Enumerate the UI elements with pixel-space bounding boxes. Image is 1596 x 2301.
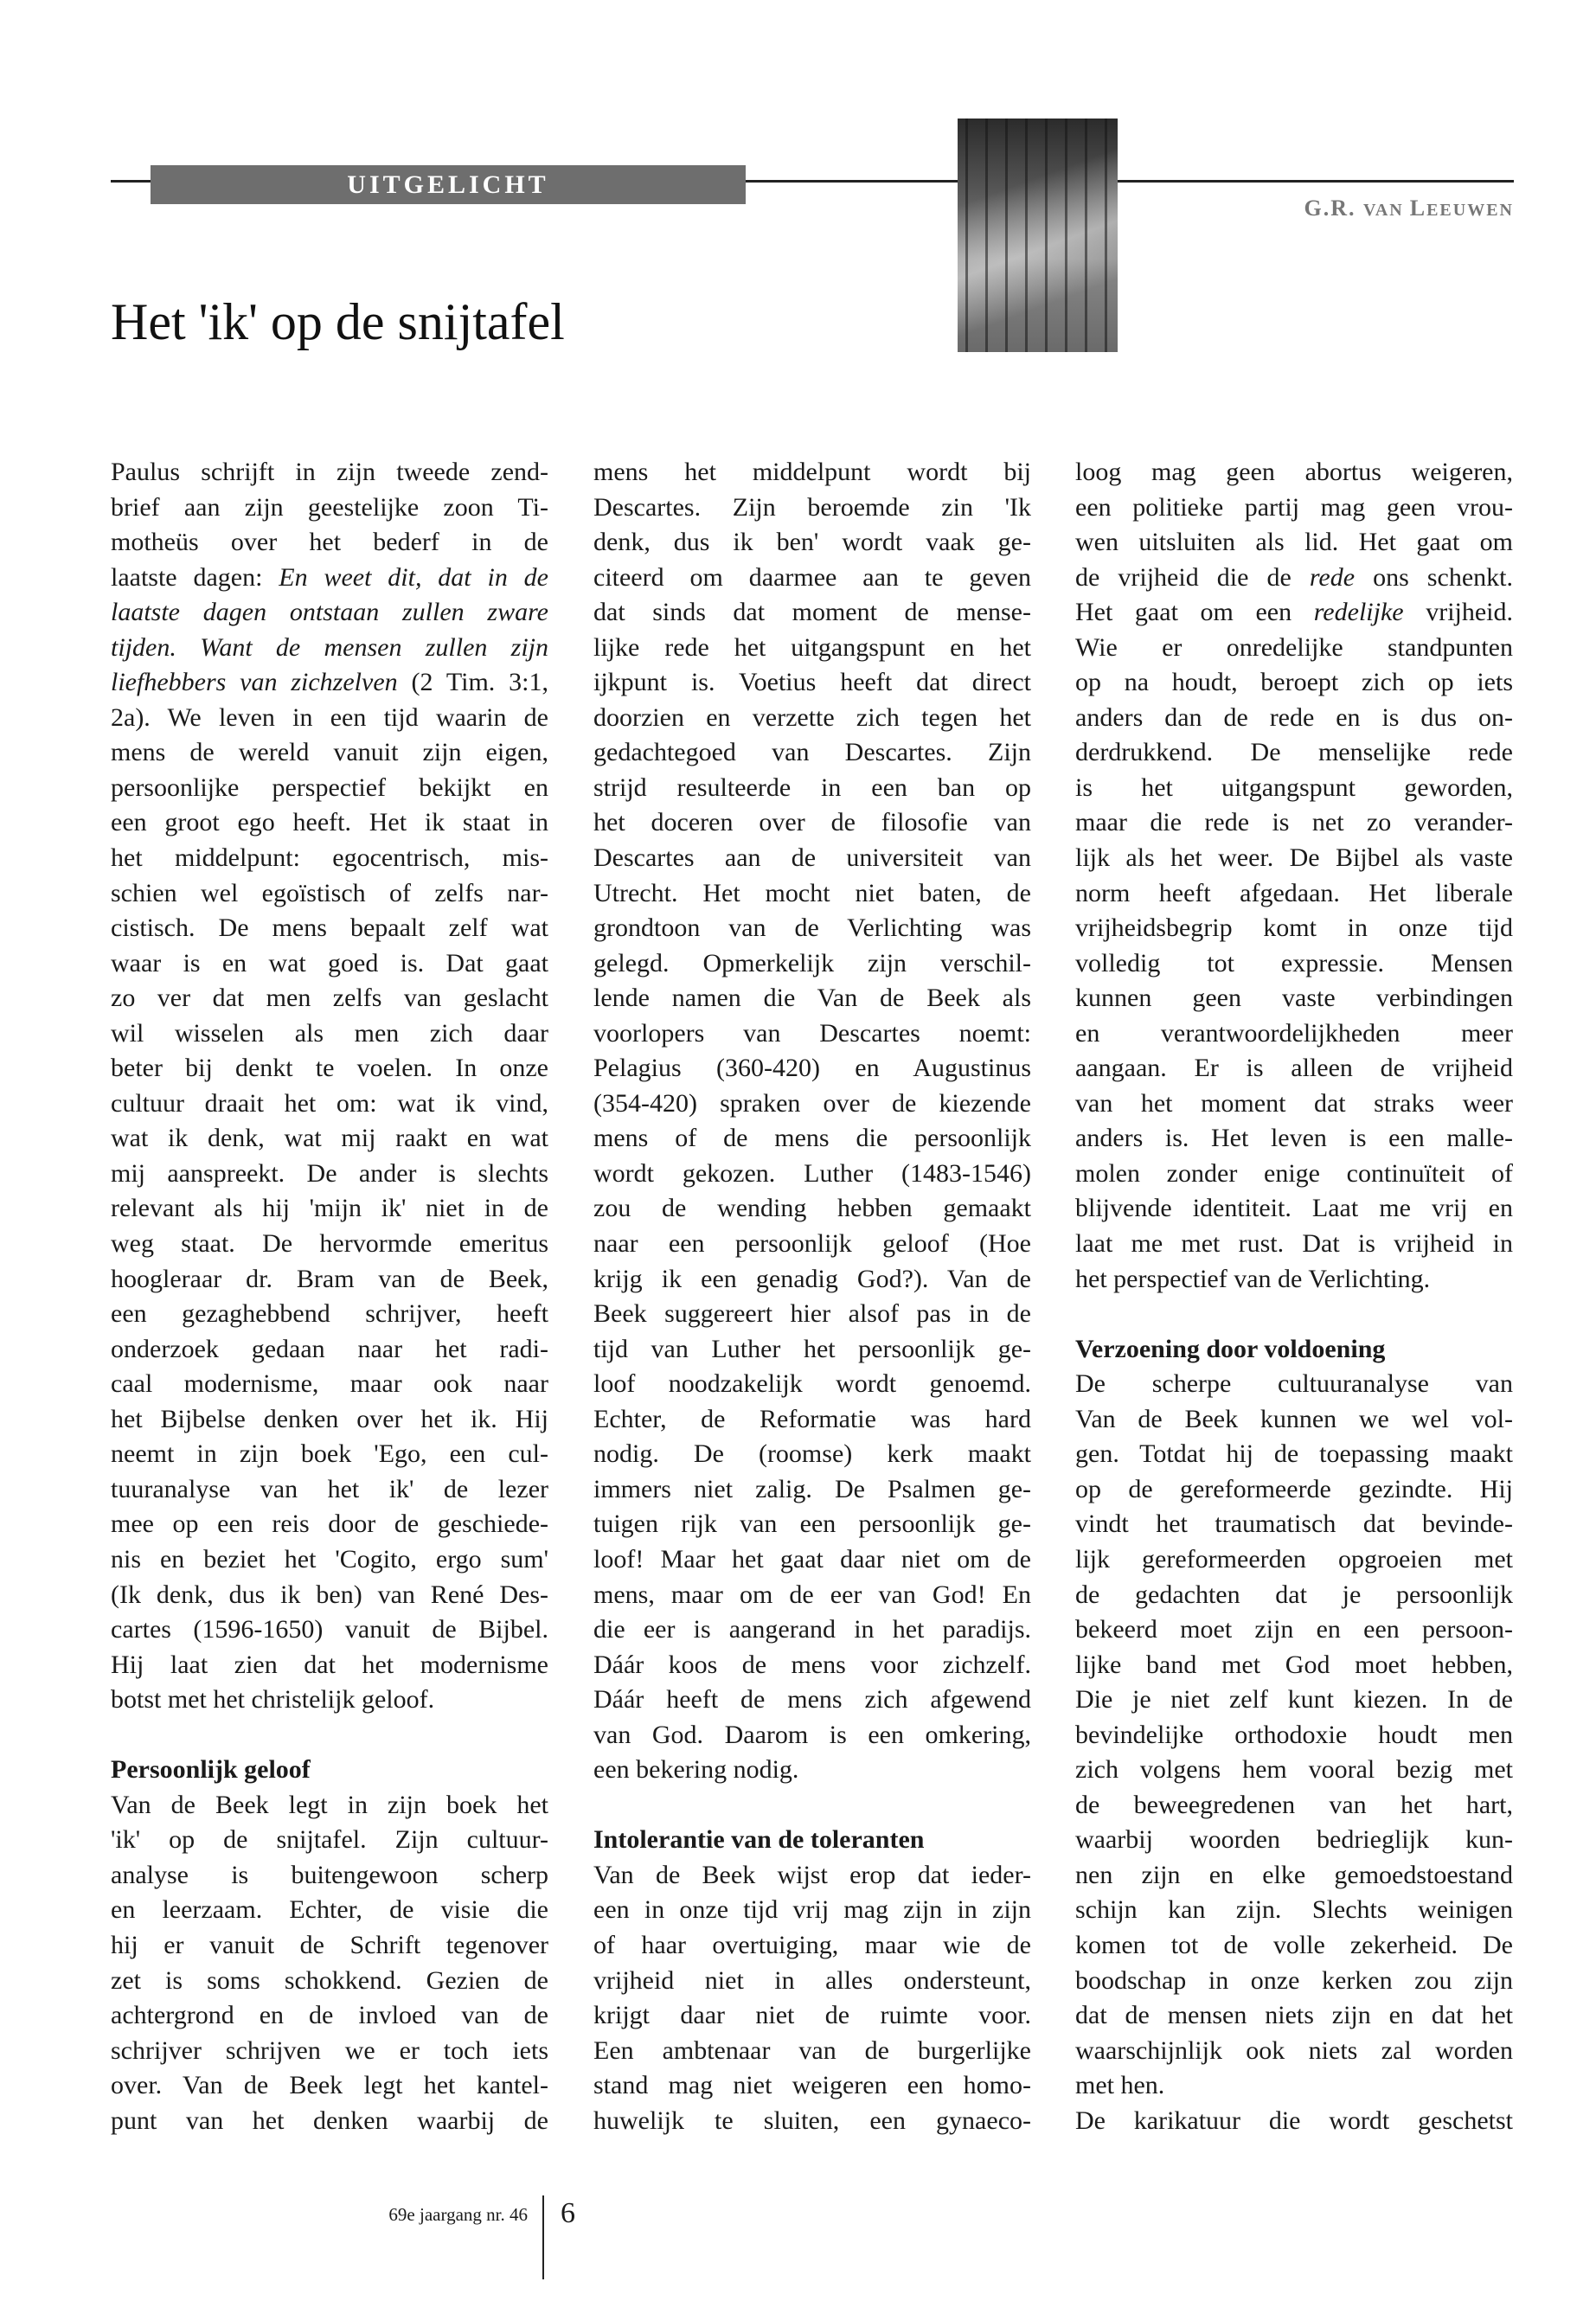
text-line: waarbij woorden bedrieglijk kun- [1075,1825,1513,1855]
text-line: achtergrond en de invloed van de [111,2001,548,2030]
text-line: een bekering nodig. [593,1755,799,1785]
text-line [111,631,548,666]
text-line: Utrecht. Het mocht niet baten, de [593,878,1031,907]
author-byline [1304,195,1514,221]
text-line: (354-420) spraken over de kiezende [593,1088,1031,1118]
text-line: zou de wending hebben gemaakt [593,1194,1031,1223]
text-line: tuigen rijk van een persoonlijk ge- [593,1509,1031,1539]
article-title: Het 'ik' op de snijtafel [111,293,565,350]
author-initials: G.R. [1304,195,1363,221]
text-line: mens, maar om de eer van God! En [593,1580,1031,1609]
text-line: nodig. De (roomse) kerk maakt [593,1439,1031,1469]
text-line: loog mag geen abortus weigeren, [1075,458,1513,486]
text-line: 2a). We leven in een tijd waarin de [111,702,548,732]
text-line: wat ik denk, wat mij raakt en wat [111,1124,548,1153]
text-line: laat me met rust. Dat is vrijheid in [1075,1229,1513,1259]
text-line: beter bij denkt te voelen. In onze [111,1054,548,1083]
text-line: Descartes. Zijn beroemde zin 'Ik [593,492,1031,522]
text-line: cultuur draait het om: wat ik vind, [111,1088,548,1118]
text-line: doorzien en verzette zich tegen het [593,702,1031,732]
text-line: de gedachten dat je persoonlijk [1075,1580,1513,1609]
text-line: het doceren over de filosofie van [593,808,1031,837]
text-line: Een ambtenaar van de burgerlijke [593,2035,1031,2065]
text-line: hoogleraar dr. Bram van de Beek, [111,1264,548,1293]
text-line: zich volgens hem vooral bezig met [1075,1755,1513,1785]
text-line: botst met het christelijk geloof. [111,1685,435,1715]
text-line: naar een persoonlijk geloof (Hoe [593,1229,1031,1259]
text-line: relevant als hij 'mijn ik' niet in de [111,1194,548,1223]
text-line: komen tot de volle zekerheid. De [1075,1930,1513,1959]
text-line: van het moment dat straks weer [1075,1088,1513,1118]
text-line: wen uitsluiten als lid. Het gaat om [1075,528,1513,557]
text-line: bekeerd moet zijn en een persoon- [1075,1615,1513,1644]
text-line: stand mag niet weigeren een homo- [593,2071,1031,2100]
text-line: Van de Beek wijst erop dat ieder- [593,1860,1031,1889]
text-line: dat sinds dat moment de mense- [593,598,1031,627]
text-line: brief aan zijn geestelijke zoon Ti- [111,492,548,522]
text-line: het perspectief van de Verlichting. [1075,1264,1431,1293]
text-line: op na houdt, beroept zich op iets [1075,668,1513,697]
italic-segment: rede [1309,562,1356,592]
text-line: cartes (1596-1650) vanuit de Bijbel. [111,1615,548,1644]
text-line: blijvende identiteit. Laat me vrij en [1075,1194,1513,1223]
column-1 [111,455,548,2138]
text-line: mens of de mens die persoonlijk [593,1124,1031,1153]
text-line: zo ver dat men zelfs van geslacht [111,984,548,1013]
text-line: grondtoon van de Verlichting was [593,913,1031,943]
text-line: Van de Beek kunnen we wel vol- [1075,1404,1513,1433]
text-line: Paulus schrijft in zijn tweede zend- [111,458,548,486]
text-line: lijke rede het uitgangspunt en het [593,632,1031,662]
text-line: wil wisselen als men zich daar [111,1018,548,1048]
text-line: boodschap in onze kerken zou zijn [1075,1965,1513,1995]
italic-segment: liefhebbers van zichzelven [111,668,398,697]
text-line: norm heeft afgedaan. Het liberale [1075,878,1513,907]
text-line: vindt het traumatisch dat bevinde- [1075,1509,1513,1539]
text-segment: vrijheid. [1403,598,1514,627]
text-line: een politieke partij mag geen vrou- [1075,492,1513,522]
text-line: Van de Beek legt in zijn boek het [111,1790,548,1819]
text-line: Echter, de Reformatie was hard [593,1404,1031,1433]
text-segment: ons schenkt. [1355,562,1513,592]
text-line: schien wel egoïstisch of zelfs nar- [111,878,548,907]
text-segment: laatste dagen: [111,562,279,592]
author-surname-rest: EEUWEN [1426,201,1514,220]
text-line: punt van het denken waarbij de [111,2106,548,2135]
text-line: van God. Daarom is een omkering, [593,1720,1031,1749]
text-line: caal modernisme, maar ook naar [111,1369,548,1399]
text-line: Dáár koos de mens voor zichzelf. [593,1650,1031,1679]
text-line: gen. Totdat hij de toepassing maakt [1075,1439,1513,1469]
text-line: die eer is aangerand in het paradijs. [593,1615,1031,1644]
text-line: waarschijnlijk ook niets zal worden [1075,2035,1513,2065]
text-line: anders is. Het leven is een malle- [1075,1124,1513,1153]
text-line: de beweegredenen van het hart, [1075,1790,1513,1819]
text-line: het Bijbelse denken over het ik. Hij [111,1404,548,1433]
page-number: 6 [561,2197,575,2229]
text-line: lijke band met God moet hebben, [1075,1650,1513,1679]
text-line: huwelijk te sluiten, een gynaeco- [593,2106,1031,2135]
section-label: UITGELICHT [151,165,746,204]
text-line: cistisch. De mens bepaalt zelf wat [111,913,548,943]
text-line: en verantwoordelijkheden meer [1075,1018,1513,1048]
text-line: Descartes aan de universiteit van [593,843,1031,873]
text-line: lijk als het weer. De Bijbel als vaste [1075,843,1513,873]
text-line: loof! Maar het gaat daar niet om de [593,1544,1031,1574]
text-line: vrijheid niet in alles ondersteunt, [593,1965,1031,1995]
text-line: immers niet zalig. De Psalmen ge- [593,1474,1031,1503]
text-line [111,561,548,596]
text-line: ijkpunt is. Voetius heeft dat direct [593,668,1031,697]
text-line: De karikatuur die wordt geschetst [1075,2106,1513,2135]
text-line: volledig tot expressie. Mensen [1075,948,1513,977]
italic-segment: laatste dagen ontstaan zullen zware [111,598,548,627]
text-line: lende namen die Van de Beek als [593,984,1031,1013]
text-line: analyse is buitengewoon scherp [111,1860,548,1889]
text-line: Wie er onredelijke standpunten [1075,632,1513,662]
text-line: hij er vanuit de Schrift tegenover [111,1930,548,1959]
text-line: nis en beziet het 'Cogito, ergo sum' [111,1544,548,1574]
text-line: Pelagius (360-420) en Augustinus [593,1054,1031,1083]
text-line: Hij laat zien dat het modernisme [111,1650,548,1679]
section-heading: Intolerantie van de toleranten [593,1825,925,1855]
text-line: tijd van Luther het persoonlijk ge- [593,1334,1031,1363]
text-line [1075,561,1513,596]
text-line: over. Van de Beek legt het kantel- [111,2071,548,2100]
text-line: mij aanspreekt. De ander is slechts [111,1158,548,1188]
text-line: loof noodzakelijk wordt genoemd. [593,1369,1031,1399]
text-line: een gezaghebbend schrijver, heeft [111,1299,548,1329]
text-line: strijd resulteerde in een ban op [593,772,1031,802]
text-line: het middelpunt: egocentrisch, mis- [111,843,548,873]
text-line: een in onze tijd vrij mag zijn in zijn [593,1895,1031,1925]
text-line: is het uitgangspunt geworden, [1075,772,1513,802]
text-line [111,665,548,701]
text-line: anders dan de rede en is dus on- [1075,702,1513,732]
issue-info: 69e jaargang nr. 46 [388,2204,528,2225]
footer-divider [542,2195,544,2279]
text-line: op de gereformeerde gezindte. Hij [1075,1474,1513,1503]
text-line: waar is en wat goed is. Dat gaat [111,948,548,977]
text-line: en leerzaam. Echter, de visie die [111,1895,548,1925]
text-line [111,595,548,631]
text-line: Dáár heeft de mens zich afgewend [593,1685,1031,1715]
text-line: persoonlijke perspectief bekijkt en [111,772,548,802]
forest-photo [958,119,1118,352]
italic-segment: redelijke [1313,598,1404,627]
text-line: schrijver schrijven we er toch iets [111,2035,548,2065]
text-line: De scherpe cultuuranalyse van [1075,1369,1513,1399]
text-line: gedachtegoed van Descartes. Zijn [593,738,1031,767]
text-line: motheüs over het bederf in de [111,528,548,557]
text-line: tuuranalyse van het ik' de lezer [111,1474,548,1503]
text-line: weg staat. De hervormde emeritus [111,1229,548,1259]
text-line: vrijheidsbegrip komt in onze tijd [1075,913,1513,943]
text-line: dat de mensen niets zijn en dat het [1075,2001,1513,2030]
text-line: derdrukkend. De menselijke rede [1075,738,1513,767]
text-line: (Ik denk, dus ik ben) van René Des- [111,1580,548,1609]
text-segment: (2 Tim. 3:1, [397,668,548,697]
text-segment: Het gaat om een [1075,598,1314,627]
text-line: Beek suggereert hier alsof pas in de [593,1299,1031,1329]
section-heading: Persoonlijk geloof [111,1755,311,1785]
text-line: voorlopers van Descartes noemt: [593,1018,1031,1048]
text-line: wordt gekozen. Luther (1483-1546) [593,1158,1031,1188]
author-initial-l: L [1409,195,1427,221]
text-line: mens het middelpunt wordt bij [593,458,1031,486]
text-line: citeerd om daarmee aan te geven [593,562,1031,592]
text-line: met hen. [1075,2071,1165,2100]
text-line: maar die rede is net zo verander- [1075,808,1513,837]
text-line: bevindelijke orthodoxie houdt men [1075,1720,1513,1749]
text-line: lijk gereformeerden opgroeien met [1075,1544,1513,1574]
text-line: zet is soms schokkend. Gezien de [111,1965,548,1995]
text-line: een groot ego heeft. Het ik staat in [111,808,548,837]
text-line: schijn kan zijn. Slechts weinigen [1075,1895,1513,1925]
text-line: denk, dus ik ben' wordt vaak ge- [593,528,1031,557]
text-line: mens de wereld vanuit zijn eigen, [111,738,548,767]
column-2 [593,455,1031,2138]
section-heading: Verzoening door voldoening [1075,1334,1386,1363]
text-line: gelegd. Opmerkelijk zijn verschil- [593,948,1031,977]
text-segment: de vrijheid die de [1075,562,1310,592]
text-line: of haar overtuiging, maar wie de [593,1930,1031,1959]
text-line: nen zijn en elke gemoedstoestand [1075,1860,1513,1889]
italic-segment: En weet dit, dat in de [279,562,548,592]
author-prefix: VAN [1362,201,1410,220]
text-line [1075,595,1513,631]
column-3 [1075,455,1513,2138]
text-line: molen zonder enige continuïteit of [1075,1158,1513,1188]
text-line: neemt in zijn boek 'Ego, een cul- [111,1439,548,1469]
text-line: onderzoek gedaan naar het radi- [111,1334,548,1363]
text-line: krijgt daar niet de ruimte voor. [593,2001,1031,2030]
text-line: aangaan. Er is alleen de vrijheid [1075,1054,1513,1083]
text-line: Die je niet zelf kunt kiezen. In de [1075,1685,1513,1715]
italic-segment: tijden. Want de mensen zullen zijn [111,632,548,662]
text-line: kunnen geen vaste verbindingen [1075,984,1513,1013]
text-line: 'ik' op de snijtafel. Zijn cultuur- [111,1825,548,1855]
text-line: mee op een reis door de geschiede- [111,1509,548,1539]
text-line: krijg ik een genadig God?). Van de [593,1264,1031,1293]
